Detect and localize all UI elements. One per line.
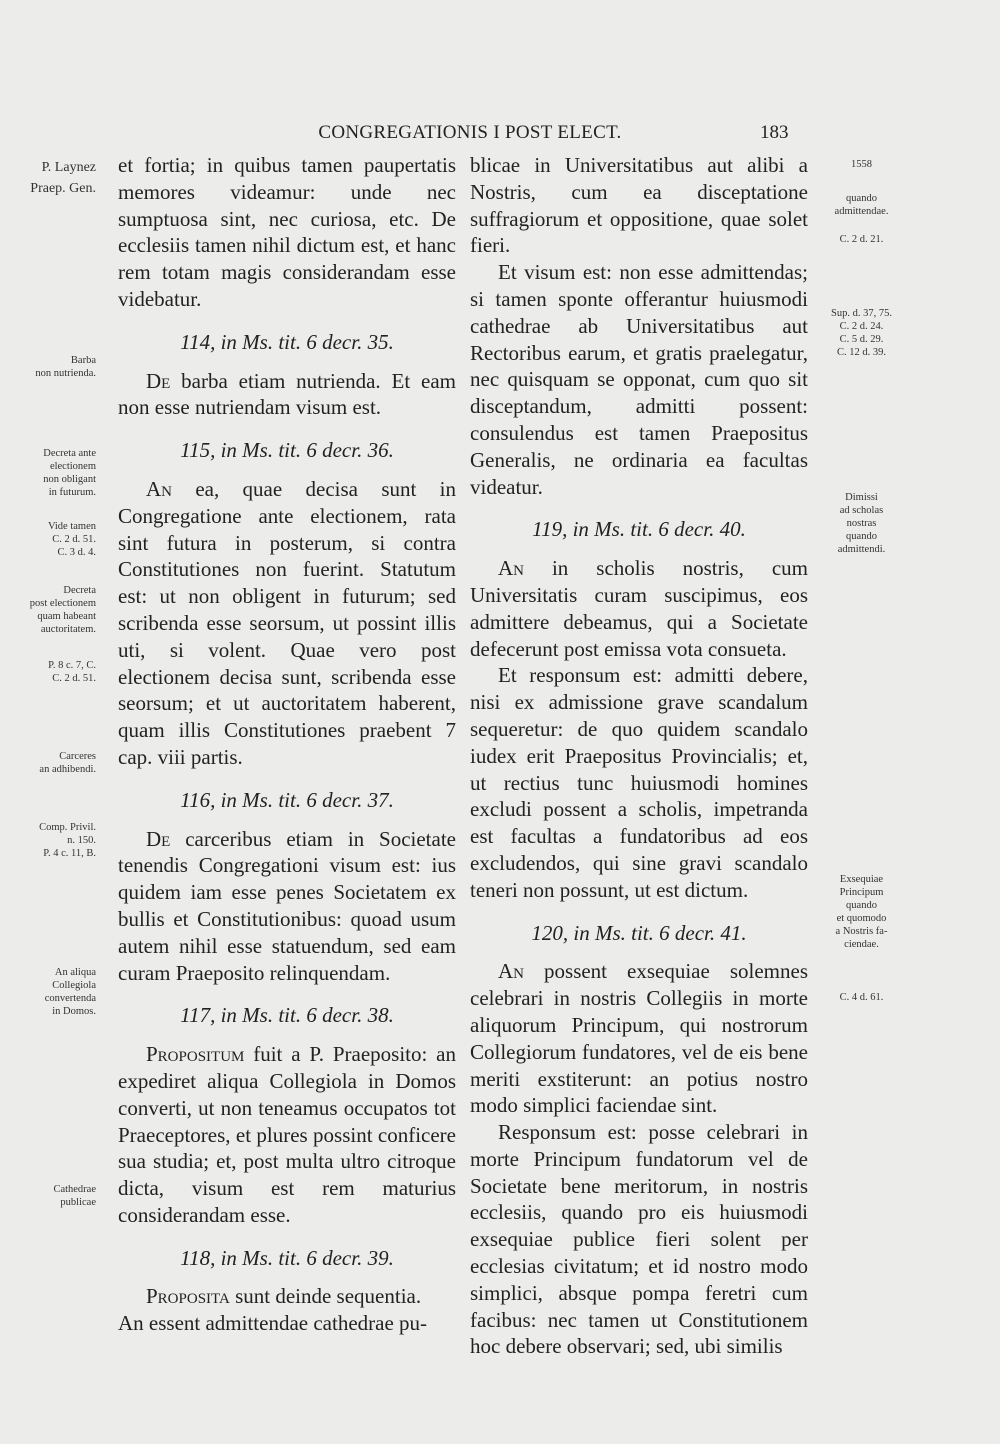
page-number: 183: [760, 122, 789, 143]
left-column: [118, 152, 456, 1337]
left-note-line: Vide tamen: [47, 521, 96, 532]
paragraph: et fortia; in quibus tamen paupertatis memores videamur: unde nec sumptuosa sint, nec curiosa, etc. De ecclesiis tamen nihil dictum est, et hanc rem totam magis considerandam esse videbatur.: [118, 153, 456, 311]
right-note-line: C. 5 d. 29.: [839, 334, 884, 345]
right-note-line: admittendi.: [837, 544, 886, 555]
left-note-line: n. 150.: [67, 835, 96, 846]
decree-heading-117: 117, in Ms. tit. 6 decr. 38.: [180, 1003, 394, 1028]
paragraph: Responsum est: posse celebrari in morte Principum fundatorum vel de Societate bene meritorum, in nostris ecclesiis, quando pro eis huiusmodi exsequiae publice fieri solent per ecclesias civitatum; et id nostro modo simplici, absque pompa feretri cum facibus: nec tamen ut Constitutionem hoc debere observari; sed, ubi similis: [470, 1120, 808, 1359]
initial-word: De: [146, 368, 171, 393]
left-note-line: an adhibendi.: [39, 764, 96, 775]
initial-word: An: [498, 959, 524, 984]
paragraph: blicae in Universitatibus aut alibi a Nostris, cum ea disceptatione suffragiorum et oppositione, quae solet fieri.: [470, 153, 808, 258]
right-note-line: Exsequiae: [839, 874, 884, 885]
right-note-line: ad scholas: [839, 505, 884, 516]
left-note-line: C. 3 d. 4.: [57, 547, 96, 558]
paragraph: [118, 476, 456, 771]
right-note-line: nostras: [846, 518, 877, 529]
right-note-line: Sup. d. 37, 75.: [831, 308, 892, 319]
paragraph: [118, 1041, 456, 1229]
right-note-line: Principum: [839, 887, 884, 898]
decree-heading-120: 120, in Ms. tit. 6 decr. 41.: [531, 920, 747, 945]
left-note-line: electionem: [49, 461, 96, 472]
left-note-line: Decreta: [63, 585, 96, 596]
right-note-line: ciendae.: [844, 939, 879, 950]
left-note-line: post electionem: [29, 598, 96, 609]
left-note-line: An aliqua: [54, 967, 96, 978]
right-column: [470, 152, 808, 1360]
decree-heading-116: 116, in Ms. tit. 6 decr. 37.: [180, 787, 394, 812]
right-note-line: a Nostris fa-: [835, 926, 888, 937]
initial-word: Propositum: [146, 1042, 245, 1067]
paragraph: [470, 958, 808, 1119]
left-note-line: C. 2 d. 51.: [52, 673, 96, 684]
left-note-line: publicae: [60, 1197, 96, 1208]
paragraph: [118, 368, 456, 422]
paragraph-text: in scholis nostris, cum Universitatis curam suscipimus, eos admittere debeamus, qui a Societate defecerunt post emissa vota consueta.: [470, 556, 808, 661]
right-note-line: C. 4 d. 61.: [839, 992, 884, 1003]
paragraph: An essent admittendae cathedrae pu-: [118, 1311, 428, 1336]
left-note-line: Collegiola: [52, 980, 96, 991]
left-note-line: Comp. Privil.: [39, 822, 96, 833]
right-note-line: C. 2 d. 24.: [839, 321, 884, 332]
right-note-line: C. 2 d. 21.: [839, 234, 884, 245]
left-note-line: in Domos.: [52, 1006, 96, 1017]
initial-word: De: [146, 826, 171, 851]
initial-word: Proposita: [146, 1284, 230, 1309]
left-note-line: P. Laynez: [41, 160, 96, 175]
paragraph-text: sunt deinde sequentia.: [229, 1284, 422, 1309]
left-note-line: Barba: [70, 355, 96, 366]
right-note-line: 1558: [851, 159, 872, 170]
left-note-line: P. 8 c. 7, C.: [48, 660, 96, 671]
right-note-line: quando: [846, 531, 877, 542]
right-note-line: quando: [846, 193, 877, 204]
decree-heading-114: 114, in Ms. tit. 6 decr. 35.: [180, 329, 394, 354]
paragraph-text: possent exsequiae solemnes celebrari in nostris Collegiis in morte aliquorum Principum, qui nostrorum Collegiorum fundatores, vel de eis bene meriti exstiterunt: an potius nostro modo simplici faciendae sint.: [470, 959, 808, 1118]
left-note-line: non nutrienda.: [35, 368, 96, 379]
right-note-line: Dimissi: [845, 492, 878, 503]
left-note-line: Decreta ante: [43, 448, 96, 459]
paragraph: Et visum est: non esse admittendas; si tamen sponte offerantur huiusmodi cathedrae ab Universitatibus aut Rectoribus earum, et gratis praelegatur, nec quisquam se opponat, cum quo sit disceptandum, admitti possent: consulendus est tamen Praepositus Generalis, ne ordinaria ea facultas videatur.: [470, 260, 808, 499]
decree-heading-118: 118, in Ms. tit. 6 decr. 39.: [180, 1245, 394, 1270]
right-note-line: quando: [846, 900, 877, 911]
left-note-line: non obligant: [43, 474, 96, 485]
left-note-line: in futurum.: [48, 487, 96, 498]
left-note-line: P. 4 c. 11, B.: [43, 848, 96, 859]
initial-word: An: [498, 556, 524, 581]
left-note-line: C. 2 d. 51.: [52, 534, 96, 545]
initial-word: An: [146, 476, 172, 501]
paragraph-text: fuit a P. Praeposito: an expediret aliqua Collegiola in Domos converti, ut non teneamus occupatos tot Praeceptores, et plures possint conficere sua studia; et, post multa ultro citroque dicta, visum est rem maturius considerandam esse.: [118, 1042, 456, 1227]
decree-heading-115: 115, in Ms. tit. 6 decr. 36.: [180, 438, 394, 463]
left-note-line: Carceres: [59, 751, 96, 762]
paragraph: Et responsum est: admitti debere, nisi ex admissione grave scandalum sequeretur: de quo quidem scandalo iudex erit Praepositus Provincialis; et, ut rectius tunc huiusmodi homines excludi possent a scholis, impetranda est facultas a fundatoribus ad eos excludendos, qui sine gravi scandalo teneri non possunt, ut est dictum.: [470, 663, 808, 902]
left-note-line: Praep. Gen.: [30, 181, 96, 196]
right-note-line: admittendae.: [834, 206, 889, 217]
paragraph: [118, 826, 456, 987]
page-title: CONGREGATIONIS I POST ELECT.: [318, 122, 622, 143]
left-note-line: Cathedrae: [53, 1184, 96, 1195]
left-note-line: auctoritatem.: [40, 624, 96, 635]
paragraph-text: barba etiam nutrienda. Et eam non esse nutriendam visum est.: [118, 368, 456, 420]
paragraph-text: ea, quae decisa sunt in Congregatione ante electionem, rata sint futura in posterum, si contra Constitutiones non fuerint. Statutum est: ut non obligent in futurum; sed scribenda esse seorsum, ut possint illis uti, si volent. Quae vero post electionem decisa sunt, scribenda esse seorsum; et ut auctoritatem haberent, quam illis Constitutiones praebent 7 cap. viii partis.: [118, 476, 456, 769]
decree-heading-119: 119, in Ms. tit. 6 decr. 40.: [532, 517, 746, 542]
left-note-line: convertenda: [44, 993, 96, 1004]
paragraph-text: carceribus etiam in Societate tenendis Congregationi visum est: ius quidem iam esse penes Societatem ex bullis et Constitutionibus: quoad usum autem nihil esse statuendum, sed eam curam Praeposito relinquendam.: [118, 826, 456, 985]
paragraph: [470, 555, 808, 662]
right-note-line: C. 12 d. 39.: [836, 347, 886, 358]
left-note-line: quam habeant: [37, 611, 96, 622]
right-note-line: et quomodo: [836, 913, 887, 924]
paragraph: [118, 1283, 456, 1310]
